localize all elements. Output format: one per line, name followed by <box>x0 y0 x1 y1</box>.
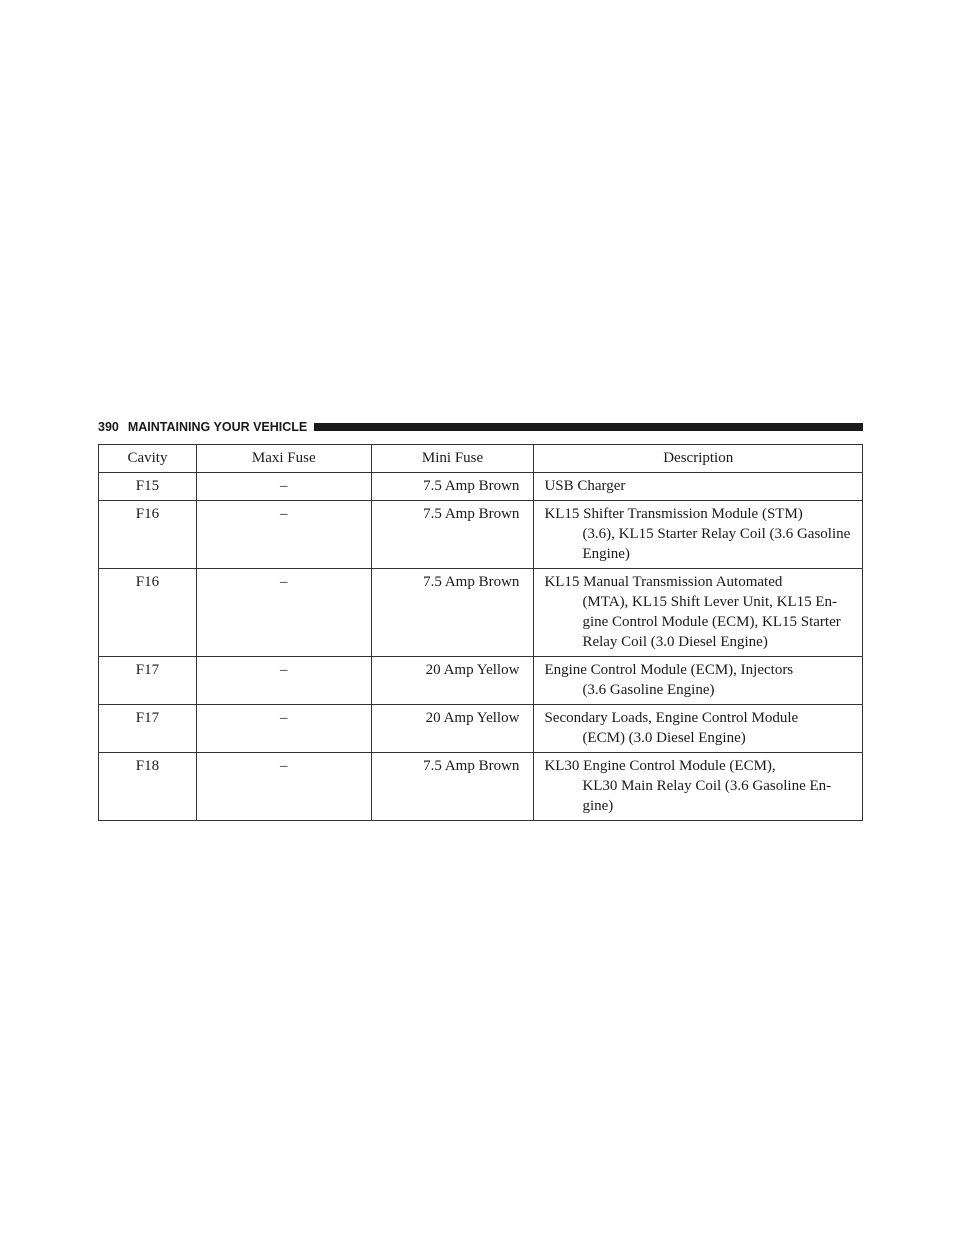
mini-fuse-cell: 7.5 Amp Brown <box>371 473 534 501</box>
column-header-description: Description <box>534 445 863 473</box>
description-line: Engine) <box>582 546 630 562</box>
mini-fuse-cell: 7.5 Amp Brown <box>371 753 534 821</box>
description-line: KL30 Engine Control Module (ECM), <box>544 758 776 774</box>
description-line: USB Charger <box>544 478 626 494</box>
description-line: gine Control Module (ECM), KL15 Starter <box>582 614 841 630</box>
description-line: Relay Coil (3.0 Diesel Engine) <box>582 634 768 650</box>
description-line: (3.6 Gasoline Engine) <box>582 682 715 698</box>
description-line: Secondary Loads, Engine Control Module <box>544 710 799 726</box>
maxi-fuse-cell: – <box>196 473 371 501</box>
fuse-table <box>98 444 863 821</box>
table-row <box>99 657 863 705</box>
table-body <box>99 473 863 821</box>
cavity-cell: F17 <box>99 657 197 705</box>
description-line: (ECM) (3.0 Diesel Engine) <box>582 730 746 746</box>
maxi-fuse-cell: – <box>196 569 371 657</box>
mini-fuse-cell: 7.5 Amp Brown <box>371 569 534 657</box>
description-cell <box>534 657 863 705</box>
mini-fuse-cell: 20 Amp Yellow <box>371 705 534 753</box>
description-cell <box>534 473 863 501</box>
table-row <box>99 705 863 753</box>
description-line: KL15 Shifter Transmission Module (STM) <box>544 506 803 522</box>
cavity-cell: F17 <box>99 705 197 753</box>
description-line: gine) <box>582 798 614 814</box>
mini-fuse-cell: 20 Amp Yellow <box>371 657 534 705</box>
maxi-fuse-cell: – <box>196 657 371 705</box>
description-line: (MTA), KL15 Shift Lever Unit, KL15 En- <box>582 594 838 610</box>
mini-fuse-cell: 7.5 Amp Brown <box>371 501 534 569</box>
cavity-cell: F16 <box>99 501 197 569</box>
page-header <box>98 418 863 436</box>
description-line: KL30 Main Relay Coil (3.6 Gasoline En- <box>582 778 832 794</box>
description-line: Engine Control Module (ECM), Injectors <box>544 662 794 678</box>
maxi-fuse-cell: – <box>196 501 371 569</box>
table-row <box>99 569 863 657</box>
description-cell <box>534 753 863 821</box>
description-line: KL15 Manual Transmission Automated <box>544 574 783 590</box>
table-row <box>99 753 863 821</box>
description-cell <box>534 501 863 569</box>
column-header-mini-fuse: Mini Fuse <box>371 445 534 473</box>
description-line: (3.6), KL15 Starter Relay Coil (3.6 Gasoline <box>582 526 851 542</box>
cavity-cell: F15 <box>99 473 197 501</box>
column-header-maxi-fuse: Maxi Fuse <box>196 445 371 473</box>
table-header-row <box>99 445 863 473</box>
cavity-cell: F16 <box>99 569 197 657</box>
description-cell <box>534 705 863 753</box>
page-number: 390 <box>98 420 119 434</box>
column-header-cavity: Cavity <box>99 445 197 473</box>
maxi-fuse-cell: – <box>196 705 371 753</box>
table-row <box>99 501 863 569</box>
cavity-cell: F18 <box>99 753 197 821</box>
description-cell <box>534 569 863 657</box>
maxi-fuse-cell: – <box>196 753 371 821</box>
section-title: MAINTAINING YOUR VEHICLE <box>127 420 308 434</box>
table-row <box>99 473 863 501</box>
header-rule <box>314 423 863 431</box>
